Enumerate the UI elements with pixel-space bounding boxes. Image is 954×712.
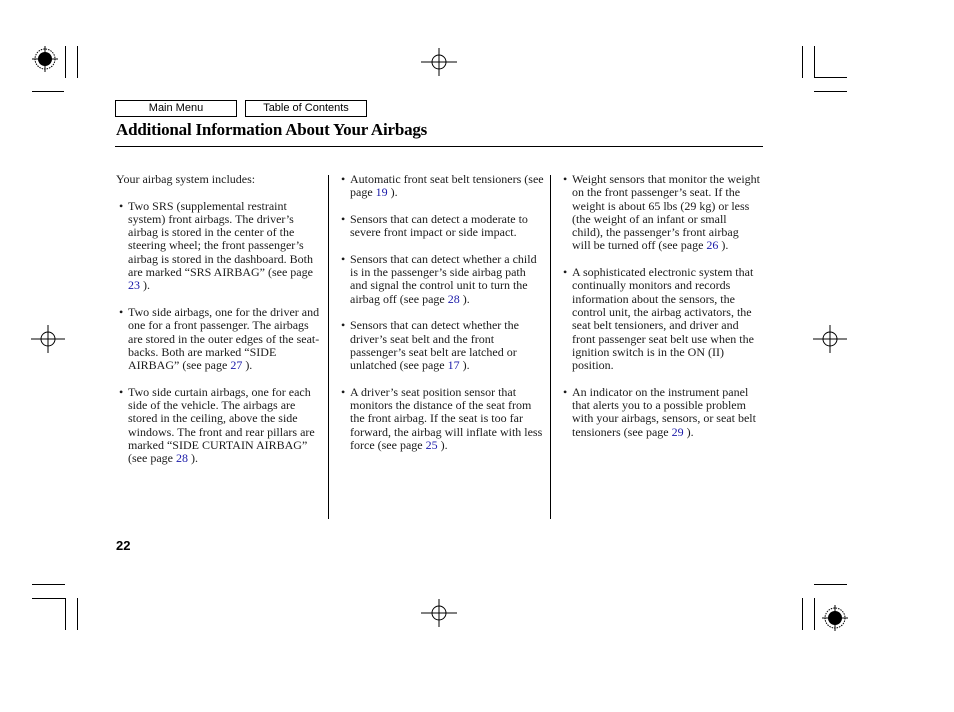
page-link[interactable]: 23: [128, 278, 140, 293]
page-link[interactable]: 19: [375, 185, 388, 200]
list-item: • A sophisticated electronic system that continually monitors and records information about the sensors, the control unit, the airbag activators, the seat belt tensioners, and driver and front passenger seat belt use when the ignition switch is in the ON (II) position.: [563, 265, 754, 373]
page-link[interactable]: 17: [447, 358, 460, 373]
registration-target-icon: [812, 324, 848, 354]
page-link[interactable]: 29: [671, 424, 684, 439]
page-link[interactable]: 25: [425, 437, 438, 452]
list-item: • Automatic front seat belt tensioners (see page 19 ).: [341, 172, 544, 200]
list-item: • Two side airbags, one for the driver and one for a front passenger. The airbags are stored in the outer edges of the seat-backs. Both are marked “SIDE AIRBAG” (see page 27 ).: [119, 304, 320, 373]
list-item: • Weight sensors that monitor the weight on the front passenger’s seat. If the weight is about 65 lbs (29 kg) or less (the weight of an infant or small child), the passenger’s front airbag will be turned off (see page 26 ).: [563, 172, 761, 253]
page-title: Additional Information About Your Airbags: [116, 120, 428, 139]
column-2: [338, 173, 544, 466]
list-item: • Sensors that can detect whether the driver’s seat belt and the front passenger’s seat belt are latched or unlatched (see page 17 ).: [341, 318, 519, 373]
list-item: • An indicator on the instrument panel that alerts you to a possible problem with your airbags, sensors, or seat belt tensioners (see page 29 ).: [563, 384, 756, 439]
column-divider: [550, 175, 551, 519]
list-item: • Two side curtain airbags, one for each side of the vehicle. The airbags are stored in the ceiling, above the side windows. The front and rear pillars are marked “SIDE CURTAIN AIRBAG” (see page 28 ).: [119, 384, 315, 466]
registration-target-icon: [30, 324, 66, 354]
table-of-contents-button[interactable]: Table of Contents: [245, 100, 367, 117]
page-number: 22: [116, 538, 131, 553]
title-rule: [115, 146, 763, 147]
list-item: • Sensors that can detect a moderate to severe front impact or side impact.: [341, 211, 528, 240]
intro-text: Your airbag system includes:: [116, 172, 256, 186]
starburst-icon: [822, 605, 848, 631]
column-divider: [328, 175, 329, 519]
page-link[interactable]: 27: [230, 358, 243, 373]
page-link[interactable]: 26: [706, 238, 719, 253]
page-link[interactable]: 28: [447, 291, 460, 306]
list-item: • A driver’s seat position sensor that monitors the distance of the seat from the front airbag. If the seat is too far forward, the airbag will inflate with less force (see page 25 ).: [341, 384, 543, 452]
list-item: • Sensors that can detect whether a child is in the passenger’s side airbag path and signal the control unit to turn the airbag off (see page 28 ).: [341, 251, 537, 306]
main-menu-button[interactable]: Main Menu: [115, 100, 237, 117]
list-item: • Two SRS (supplemental restraint system) front airbags. The driver’s airbag is stored in the center of the steering wheel; the front passenger’s airbag is stored in the dashboard. Both are marked “SRS AIRBAG” (see page 23 ).: [119, 198, 313, 293]
starburst-icon: [32, 46, 58, 72]
column-3: [560, 173, 760, 452]
page-link[interactable]: 28: [175, 451, 188, 466]
registration-target-icon: [420, 598, 458, 628]
column-1: [116, 173, 322, 479]
registration-target-icon: [420, 47, 458, 77]
